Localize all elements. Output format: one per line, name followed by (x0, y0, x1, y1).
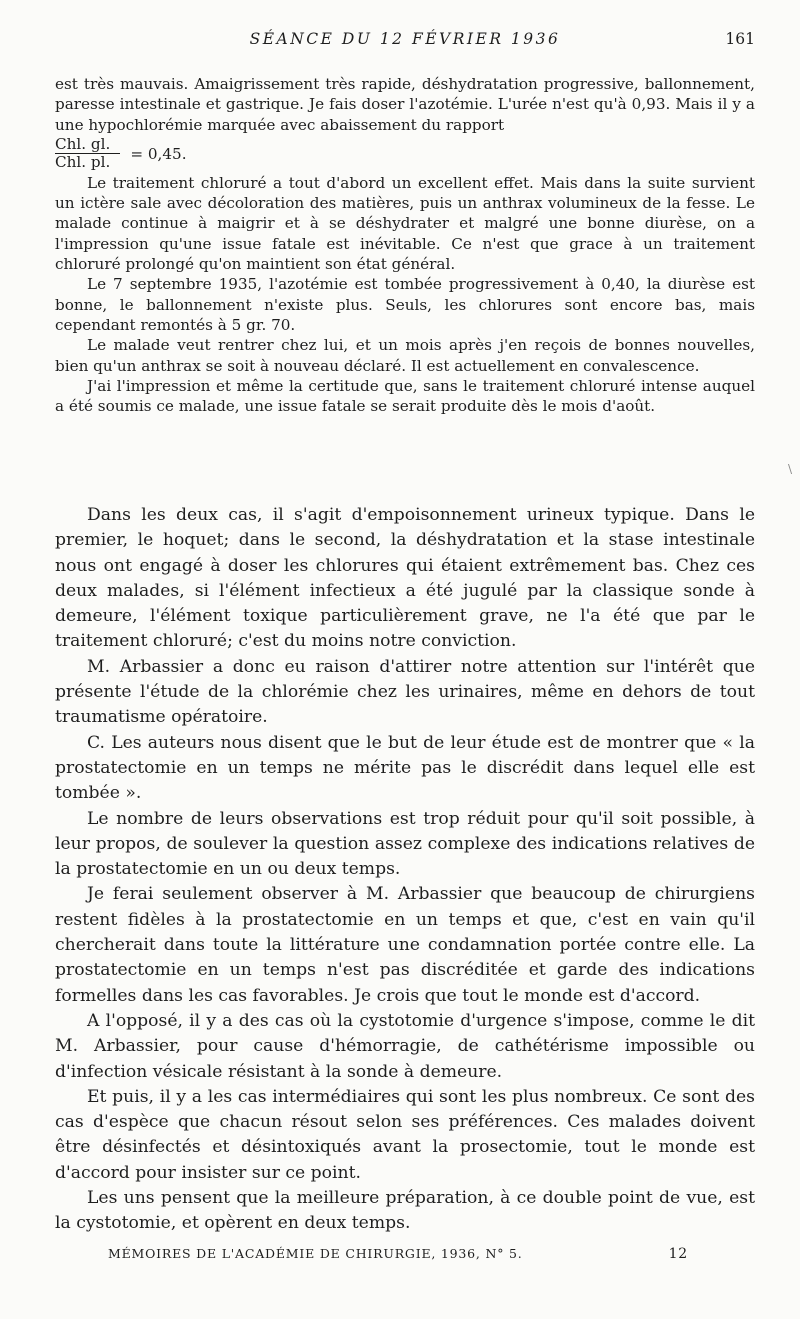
page-number: 161 (725, 30, 755, 48)
ratio-denominator: Chl. pl. (55, 153, 111, 172)
quote-paragraph-1: est très mauvais. Amaigrissement très rapide, déshydratation progressive, ballonnement, paresse intestinale et gastrique. Je fais doser l'azotémie. L'urée n'est qu'à 0,93. Mais il y a une hypochlorémie marquée avec abaissement du rapport (55, 75, 755, 134)
main-paragraph-1: Dans les deux cas, il s'agit d'empoisonnement urineux typique. Dans le premier, le hoquet; dans le second, la déshydratation et la stase intestinale nous ont engagé à doser les chlorures qui étaient extrêmement bas. Chez ces deux malades, si l'élément infectieux a été jugulé par la classique sonde à demeure, l'élément toxique particulièrement grave, ne l'a été que par le traitement chloruré; c'est du moins notre conviction. (55, 505, 755, 652)
signature-mark: 12 (668, 1246, 688, 1262)
page-footer (108, 1246, 688, 1268)
journal-reference: MÉMOIRES DE L'ACADÉMIE DE CHIRURGIE, 1936, N° 5. (108, 1246, 523, 1261)
main-paragraph-7: Et puis, il y a les cas intermédiaires qui sont les plus nombreux. Ce sont des cas d'espèce que chacun résout selon ses préférences. Ces malades doivent être désinfectés et désintoxiqués avant la prosectomie, tout le monde est d'accord pour insister sur ce point. (55, 1086, 755, 1183)
quote-paragraph-2: Le traitement chloruré a tout d'abord un excellent effet. Mais dans la suite survient un ictère sale avec décoloration des matières, puis un anthrax volumineux de la fesse. Le malade continue à maigrir et à se déshydrater et malgré une bonne diurèse, on a l'impression qu'une issue fatale est inévitable. Ce n'est que grace à un traitement chloruré prolongé qu'on maintient son état général. (55, 173, 755, 274)
chloride-ratio-formula (55, 135, 755, 173)
main-paragraph-8: Les uns pensent que la meilleure préparation, à ce double point de vue, est la cystotomie, et opèrent en deux temps. (55, 1188, 755, 1234)
margin-mark: \ (788, 462, 793, 476)
running-header (55, 30, 755, 54)
quote-paragraph-5: J'ai l'impression et même la certitude que, sans le traitement chloruré intense auquel a été soumis ce malade, une issue fatale se serait produite dès le mois d'août. (55, 376, 755, 416)
main-paragraph-2: M. Arbassier a donc eu raison d'attirer notre attention sur l'intérêt que présente l'étude de la chlorémie chez les urinaires, même en dehors de tout traumatisme opératoire. (55, 656, 755, 728)
ratio-numerator: Chl. gl. (55, 136, 120, 154)
quote-paragraph-4: Le malade veut rentrer chez lui, et un mois après j'en reçois de bonnes nouvelles, bien qu'un anthrax se soit à nouveau déclaré. Il est actuellement en convalescence. (55, 336, 755, 375)
main-paragraph-3: C. Les auteurs nous disent que le but de leur étude est de montrer que « la prostatectomie en un temps ne mérite pas le discrédit dans lequel elle est tombée ». (55, 732, 755, 804)
main-paragraph-5: Je ferai seulement observer à M. Arbassier que beaucoup de chirurgiens restent fidèles à la prostatectomie en un temps et que, c'est en vain qu'il chercherait dans toute la littérature une condamnation portée contre elle. La prostatectomie en un temps n'est pas discréditée et garde des indications formelles dans les cas favorables. Je crois que tout le monde est d'accord. (55, 884, 755, 1006)
case-report-continuation (55, 74, 755, 416)
ratio-value: = 0,45. (130, 144, 187, 163)
running-title: SÉANCE DU 12 FÉVRIER 1936 (249, 30, 561, 48)
main-paragraph-4: Le nombre de leurs observations est trop réduit pour qu'il soit possible, à leur propos, de soulever la question assez complexe des indications relatives de la prostatectomie en un ou deux temps. (55, 808, 755, 880)
quote-paragraph-3: Le 7 septembre 1935, l'azotémie est tombée progressivement à 0,40, la diurèse est bonne, le ballonnement n'existe plus. Seuls, les chlorures sont encore bas, mais cependant remontés à 5 gr. 70. (55, 275, 755, 334)
main-paragraph-6: A l'opposé, il y a des cas où la cystotomie d'urgence s'impose, comme le dit M. Arbassier, pour cause d'hémorragie, de cathétérisme impossible ou d'infection vésicale résistant à la sonde à demeure. (55, 1010, 755, 1082)
ratio-fraction (55, 136, 120, 171)
main-text (55, 503, 755, 1237)
